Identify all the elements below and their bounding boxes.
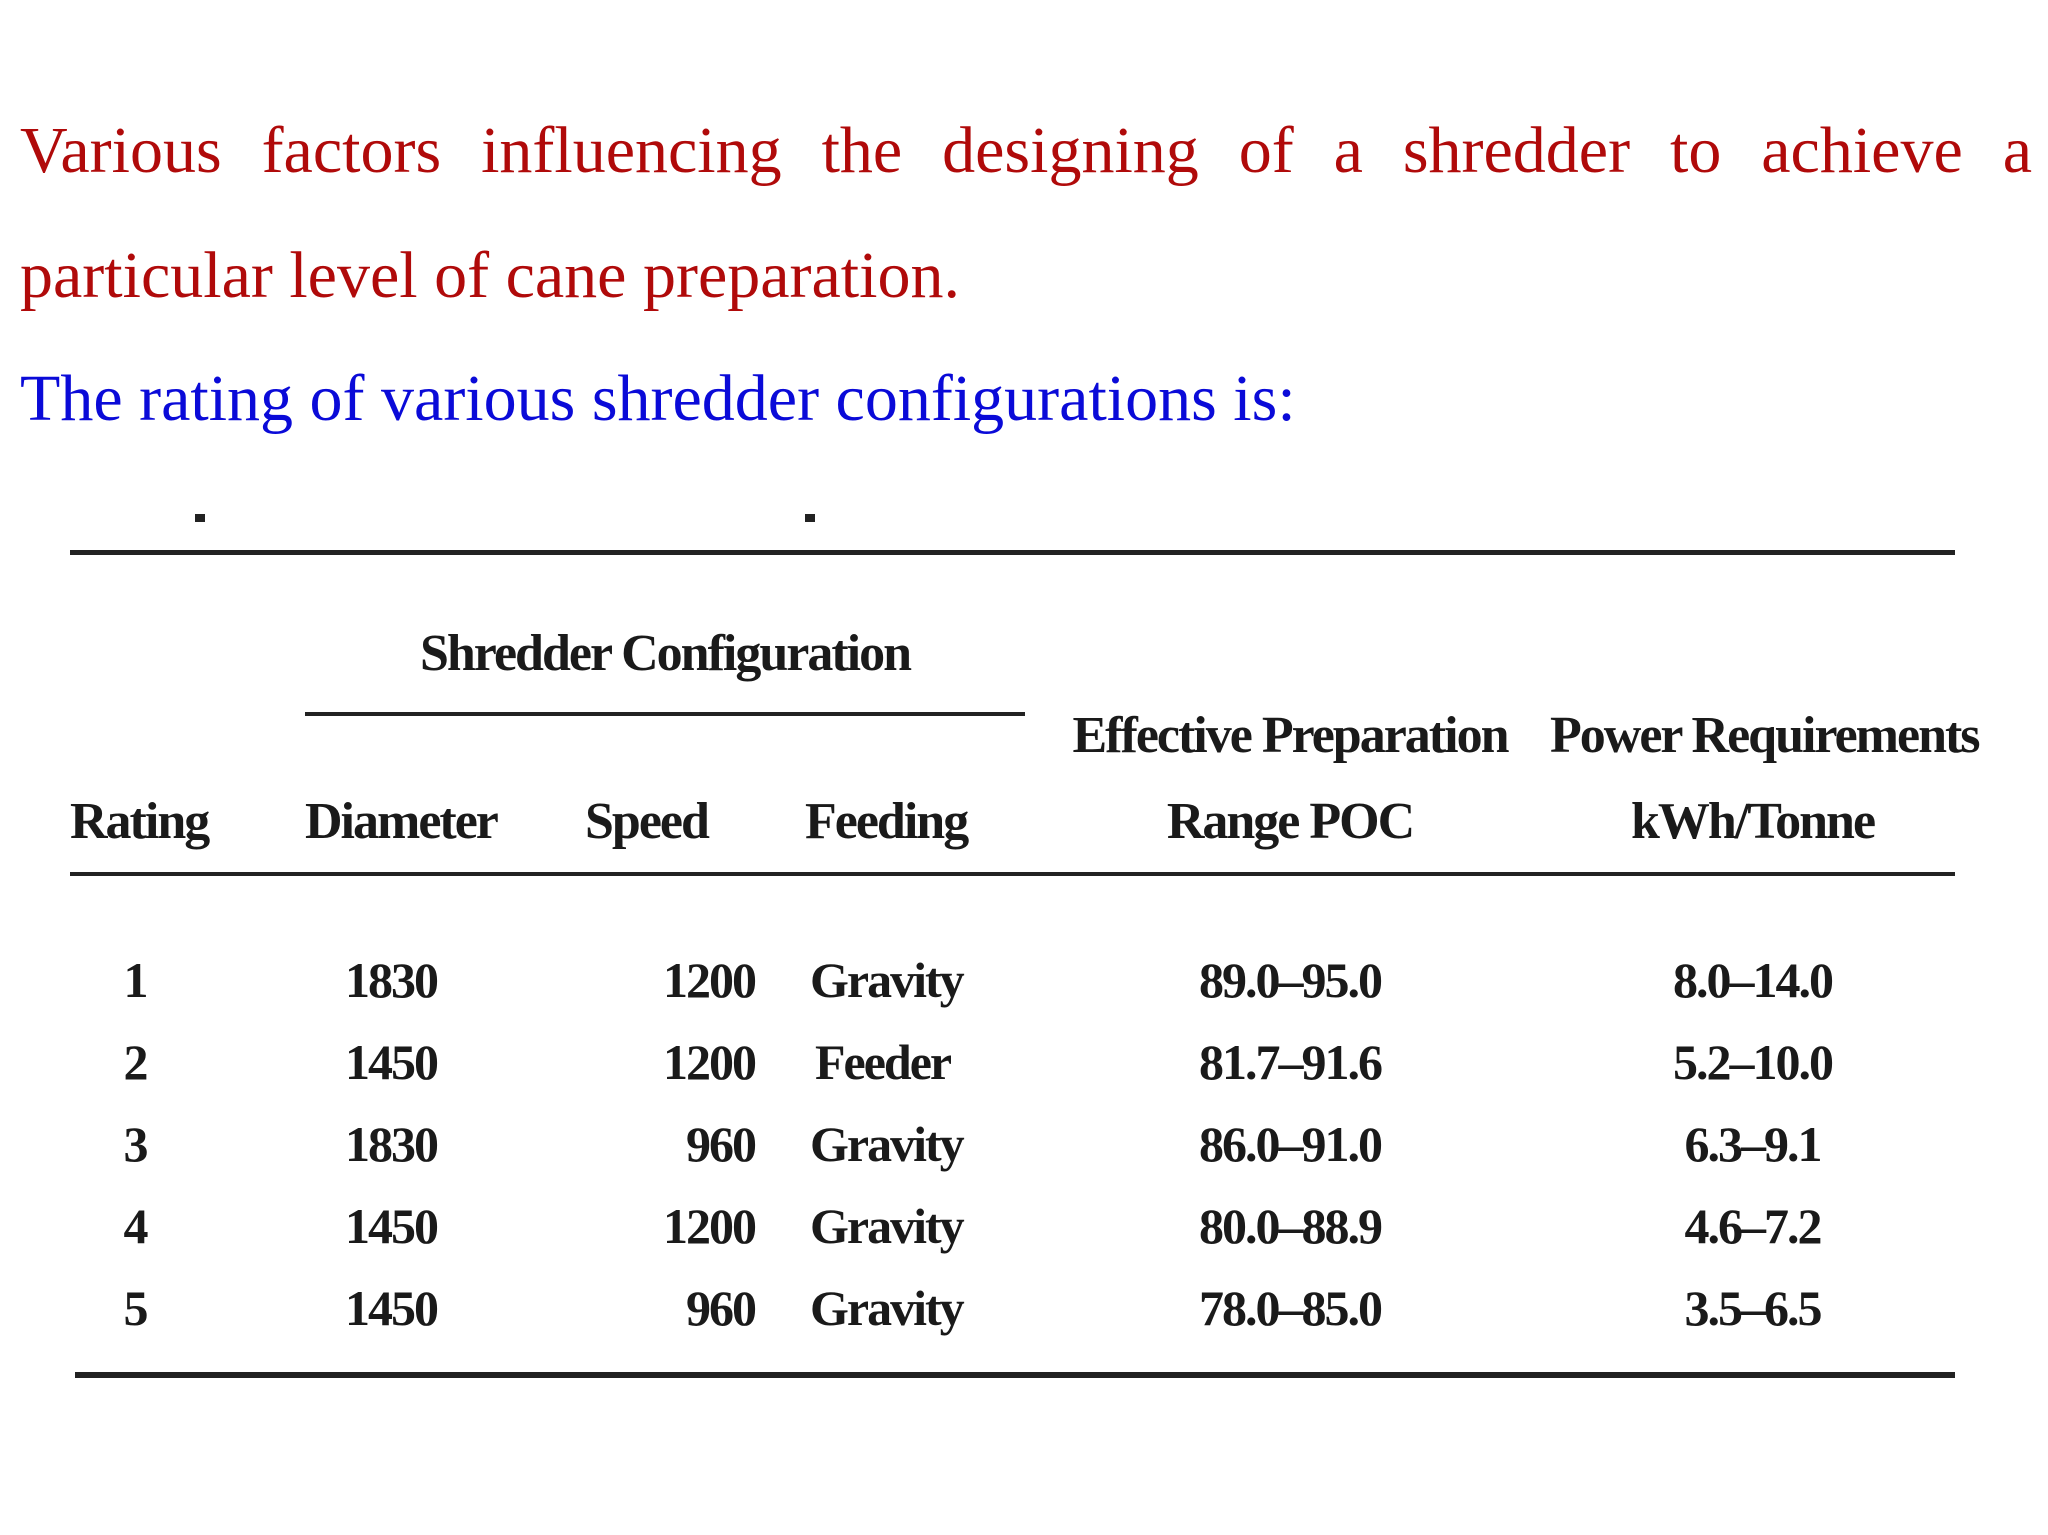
header-rating: Rating [70, 793, 209, 850]
cell-power: 8.0–14.0 [1673, 952, 1832, 1008]
cell-power: 6.3–9.1 [1684, 1116, 1821, 1172]
cell-speed: 1200 [663, 1198, 755, 1254]
cell-diameter: 1830 [345, 1116, 437, 1172]
cell-speed: 1200 [663, 952, 755, 1008]
cell-speed: 960 [686, 1116, 755, 1172]
cell-speed: 1200 [663, 1034, 755, 1090]
header-feeding: Feeding [805, 793, 968, 850]
cell-feeding: Gravity [810, 1280, 963, 1336]
header-power-requirements: Power Requirements [1550, 707, 1979, 764]
cell-diameter: 1450 [345, 1198, 437, 1254]
cell-preparation: 89.0–95.0 [1199, 952, 1381, 1008]
table-bottom-rule [75, 1372, 1955, 1378]
tick-mark [195, 514, 205, 522]
cell-diameter: 1450 [345, 1034, 437, 1090]
cell-rating: 2 [123, 1034, 147, 1090]
heading-line-2: particular level of cane preparation. [20, 239, 960, 312]
cell-preparation: 86.0–91.0 [1199, 1116, 1381, 1172]
cell-feeding: Gravity [810, 952, 963, 1008]
header-range-poc: Range POC [1166, 793, 1414, 850]
cell-power: 5.2–10.0 [1673, 1034, 1832, 1090]
table-top-rule [70, 550, 1955, 555]
cell-rating: 5 [123, 1280, 147, 1336]
cell-rating: 1 [123, 952, 147, 1008]
cell-diameter: 1450 [345, 1280, 437, 1336]
heading-line-3: The rating of various shredder configurations is: [20, 362, 1296, 435]
header-effective-preparation: Effective Preparation [1072, 707, 1508, 764]
cell-feeding: Gravity [810, 1116, 963, 1172]
header-diameter: Diameter [305, 793, 497, 850]
header-kwh-tonne: kWh/Tonne [1630, 793, 1875, 850]
heading-line-1: Various factors influencing the designing of a shredder to achieve a [20, 114, 2032, 187]
cell-rating: 3 [123, 1116, 147, 1172]
cell-feeding: Gravity [810, 1198, 963, 1254]
cell-rating: 4 [123, 1198, 147, 1254]
cell-preparation: 81.7–91.6 [1199, 1034, 1381, 1090]
cell-power: 3.5–6.5 [1684, 1280, 1821, 1336]
shredder-rating-table [70, 500, 1979, 1390]
group-header-rule [305, 712, 1025, 716]
cell-diameter: 1830 [345, 952, 437, 1008]
tick-mark [805, 514, 815, 522]
group-header-shredder-configuration: Shredder Configuration [419, 625, 911, 682]
cell-feeding: Feeder [815, 1034, 951, 1090]
cell-preparation: 78.0–85.0 [1199, 1280, 1381, 1336]
cell-speed: 960 [686, 1280, 755, 1336]
header-speed: Speed [585, 793, 708, 850]
header-bottom-rule [70, 872, 1955, 876]
cell-preparation: 80.0–88.9 [1199, 1198, 1381, 1254]
cell-power: 4.6–7.2 [1684, 1198, 1821, 1254]
